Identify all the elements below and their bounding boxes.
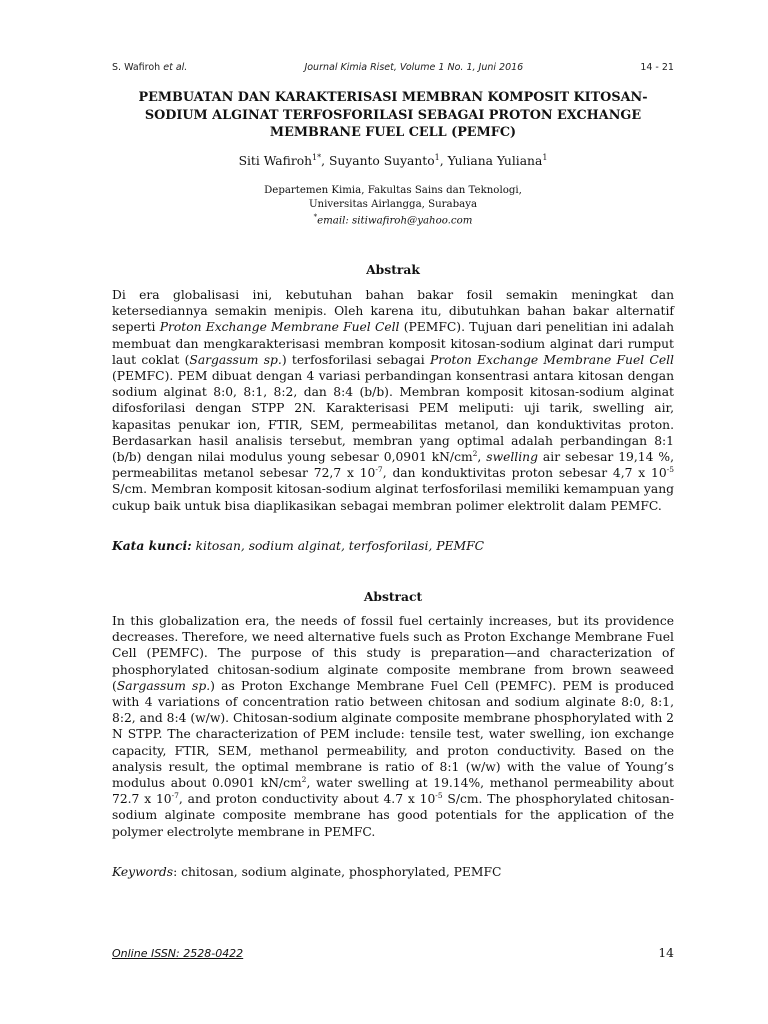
page-number: 14 [658, 946, 674, 960]
abstrak-superscript: 2 [472, 448, 478, 458]
abstract-text: , and proton conductivity about 4.7 x 10 [178, 792, 436, 807]
email-text: email: sitiwafiroh@yahoo.com [317, 215, 473, 227]
abstrak-text: ) terfosforilasi sebagai [281, 352, 430, 367]
kata-kunci-text: kitosan, sodium alginat, terfosforilasi, PEMFC [191, 539, 485, 553]
affiliation-line: Universitas Airlangga, Surabaya [308, 198, 478, 210]
abstract-paragraph [112, 613, 674, 840]
abstrak-text: air sebesar 19,14 %, permeabilitas metanol sebesar 72,7 x 10 [112, 450, 674, 481]
abstrak-text: , dan konduktivitas proton sebesar 4,7 x 10 [382, 466, 667, 481]
keywords-text: : chitosan, sodium alginate, phosphorylated, PEMFC [173, 865, 502, 879]
author-affiliation-mark: 1 [542, 153, 548, 162]
author-name: Suyanto Suyanto [328, 154, 435, 169]
header-page-range: 14 - 21 [640, 62, 674, 73]
abstract-text: , water swelling at 19.14%, methanol permeability about 72.7 x 10 [112, 776, 674, 807]
abstrak-italic: swelling [486, 450, 538, 465]
abstract-superscript: -7 [171, 791, 179, 801]
abstrak-italic: Proton Exchange Membrane Fuel Cell [429, 352, 674, 367]
abstrak-paragraph [112, 287, 674, 514]
header-et-al: et al. [163, 62, 188, 73]
running-header [112, 62, 674, 73]
email-mark: * [313, 213, 318, 221]
abstrak-italic: Sargassum sp. [189, 352, 282, 367]
abstrak-text: S/cm. Membran komposit kitosan-sodium alginat terfosforilasi memiliki kemampuan yang cukup baik untuk bisa diaplikasikan sebagai membran polimer elektrolit dalam PEMFC. [112, 482, 674, 513]
keywords-label: Keywords [112, 865, 174, 879]
affiliation-block [112, 184, 674, 228]
author-name: Siti Wafiroh [238, 154, 313, 169]
page-footer [112, 946, 674, 960]
author-list: Siti Wafiroh$^{1*}$, Suyanto Suyanto$^1$, Yuliana Yuliana$^1$ [238, 153, 548, 169]
abstrak-italic: Proton Exchange Membrane Fuel Cell [159, 320, 400, 335]
paper-title: PEMBUATAN DAN KARAKTERISASI MEMBRAN KOMPOSIT KITOSAN-SODIUM ALGINAT TERFOSFORILASI SEBAGAI PROTON EXCHANGE MEMBRANE FUEL CELL (PEMFC) [138, 90, 648, 140]
abstract-text: ) as Proton Exchange Membrane Fuel Cell (PEMFC). PEM is produced with 4 variations of concentration ratio between chitosan and sodium alginate 8:0, 8:1, 8:2, and 8:4 (w/w). Chitosan-sodium alginate composite membrane phosphorylated with 2 N STPP. The characterization of PEM include: tensile test, water swelling, ion exchange capacity, FTIR, SEM, methanol permeability, and proton conductivity. Based on the analysis result, the optimal membrane is ratio of 8:1 (w/w) with the value of Young’s modulus about 0.0901 kN/cm [112, 678, 674, 791]
author-name: Yuliana Yuliana [447, 154, 543, 169]
abstrak-superscript: -7 [375, 465, 383, 475]
header-authors [112, 62, 187, 73]
keywords [112, 864, 674, 880]
author-affiliation-mark: 1* [312, 153, 322, 162]
issn-link[interactable]: Online ISSN: 2528-0422 [112, 947, 244, 960]
abstract-superscript: -5 [435, 791, 443, 801]
header-journal: Journal Kimia Riset, Volume 1 No. 1, Juni 2016 [304, 62, 524, 73]
author-affiliation-mark: 1 [434, 153, 440, 162]
abstrak-text: , [477, 450, 487, 465]
abstract-superscript: 2 [301, 774, 307, 784]
abstrak-superscript: -5 [666, 465, 675, 475]
abstrak-heading: Abstrak [366, 262, 420, 277]
affiliation-line: Departemen Kimia, Fakultas Sains dan Teknologi, [264, 185, 522, 196]
abstrak-text: Di era globalisasi ini, kebutuhan bahan bakar fosil semakin meningkat dan ketersediannya semakin menipis. Oleh karena itu, dibutuhkan bahan bakar alternatif seperti [112, 288, 674, 335]
corresponding-email [112, 211, 674, 228]
abstract-text: In this globalization era, the needs of fossil fuel certainly increases, but its providence decreases. Therefore, we need alternative fuels such as Proton Exchange Membrane Fuel Cell (PEMFC). The purpose of this study is preparation—and characterization of phosphorylated chitosan-sodium alginate composite membrane from brown seaweed ( [112, 614, 674, 693]
abstract-text: S/cm. The phosphorylated chitosan-sodium alginate composite membrane has good potentials for the application of the polymer electrolyte membrane in PEMFC. [112, 792, 674, 839]
abstrak-text: (PEMFC). PEM dibuat dengan 4 variasi perbandingan konsentrasi antara kitosan dengan sodium alginat 8:0, 8:1, 8:2, dan 8:4 (b/b). Membran komposit kitosan-sodium alginat difosforilasi dengan STPP 2N. Karakterisasi PEM meliputi: uji tarik, swelling air, kapasitas penukar ion, FTIR, SEM, permeabilitas metanol, dan konduktivitas proton. Berdasarkan hasil analisis tersebut, membran yang optimal adalah perbandingan 8:1 (b/b) dengan nilai modulus young sebesar 0,0901 kN/cm [112, 369, 674, 465]
header-author-name: S. Wafiroh [112, 62, 161, 73]
abstract-italic: Sargassum sp. [116, 678, 211, 693]
abstract-heading: Abstract [363, 589, 423, 604]
abstrak-text: (PEMFC). Tujuan dari penelitian ini adalah membuat dan mengkarakterisasi membran komposit kitosan-sodium alginat dari rumput laut coklat ( [112, 320, 674, 367]
kata-kunci [112, 538, 674, 554]
kata-kunci-label: Kata kunci: [112, 538, 192, 553]
